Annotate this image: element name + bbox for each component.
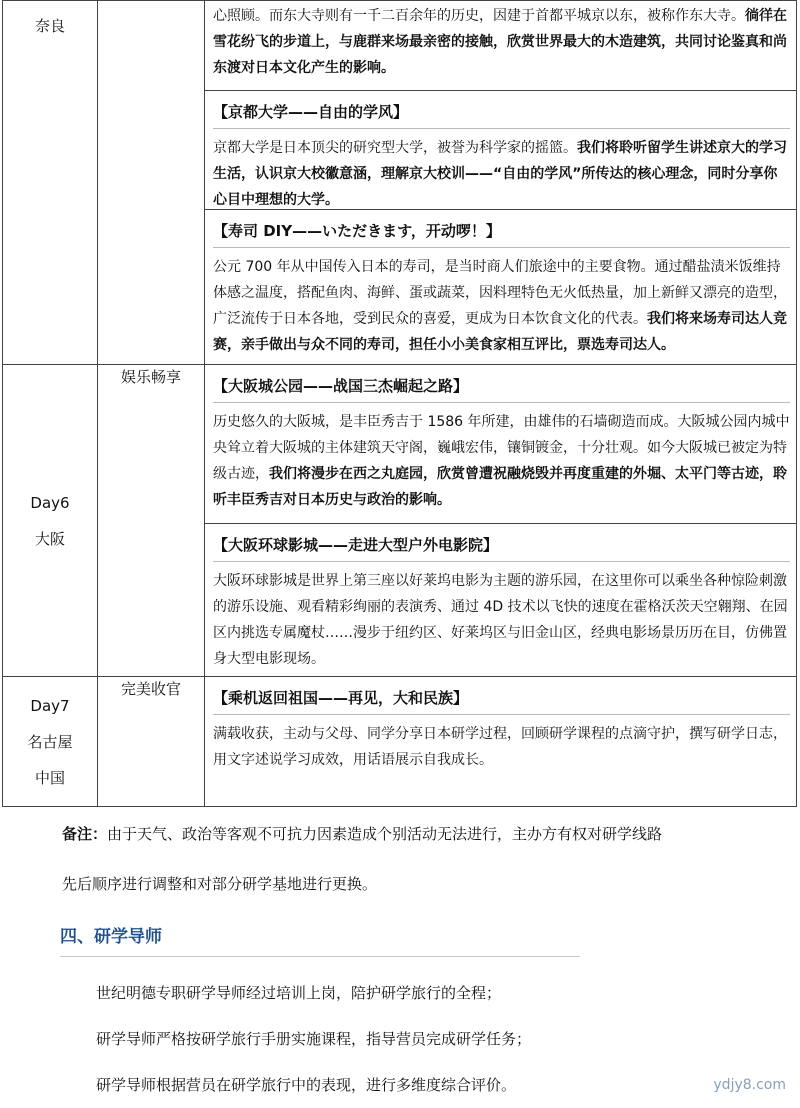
activity-segment bbox=[205, 209, 796, 362]
day-cell bbox=[3, 677, 98, 807]
activity-segment bbox=[205, 90, 796, 209]
day-city: 名古屋 bbox=[27, 732, 73, 751]
section-divider bbox=[60, 956, 580, 957]
theme-label: 完美收官 bbox=[120, 680, 181, 698]
activity-description: 京都大学是日本顶尖的研究型大学，被誉为科学家的摇篮。我们将聆听留学生讲述京大的学习生活，认识京大校徽意涵，理解京大校训——“自由的学风”所传达的核心理念，同时分享你心目中理想的大学。 bbox=[213, 140, 787, 208]
watermark: ydjy8.com bbox=[713, 1077, 786, 1093]
activity-description: 满载收获，主动与父母、同学分享日本研学过程，回顾研学课程的点滴守护，撰写研学日志，用文字述说学习成效，用话语展示自我成长。 bbox=[213, 726, 787, 768]
activity-description: 心照顾。而东大寺则有一千二百余年的历史，因建于首都平城京以东，被称作东大寺。徜徉在雪花纷飞的步道上，与鹿群来场最亲密的接触，欣赏世界最大的木造建筑，共同讨论鉴真和尚东渡对日本文化产生的影响。 bbox=[213, 8, 787, 76]
theme-cell bbox=[98, 365, 205, 677]
activity-title: 【大阪环球影城——走进大型户外电影院】 bbox=[213, 524, 790, 562]
remark-note bbox=[62, 820, 762, 920]
activity-cell bbox=[205, 1, 797, 365]
remark-line: 先后顺序进行调整和对部分研学基地进行更换。 bbox=[62, 875, 378, 893]
activity-segment bbox=[213, 365, 790, 523]
day-label: 奈良 bbox=[34, 17, 65, 35]
activity-title: 【京都大学——自由的学风】 bbox=[213, 91, 790, 129]
activity-description: 大阪环球影城是世界上第三座以好莱坞电影为主题的游乐园，在这里你可以乘坐各种惊险刺激的游乐设施、观看精彩绚丽的表演秀、通过 4D 技术以飞快的速度在霍格沃茨天空翱翔、在园区内挑选专属魔杖……漫步于纽约区、好莱坞区与旧金山区，经典电影场景历历在目，仿佛置身大型电影现场。 bbox=[213, 573, 788, 667]
remark-label: 备注： bbox=[62, 825, 108, 843]
day-cell bbox=[3, 365, 98, 677]
section-heading: 四、研学导师 bbox=[60, 927, 162, 947]
table-row bbox=[3, 1, 797, 365]
table-row bbox=[3, 677, 797, 807]
activity-cell bbox=[205, 365, 797, 677]
theme-cell bbox=[98, 1, 205, 365]
day-city: 大阪 bbox=[34, 529, 65, 548]
activity-segment bbox=[213, 677, 790, 777]
activity-description: 公元 700 年从中国传入日本的寿司，是当时商人们旅途中的主要食物。通过醋盐渍米饭维持体感之温度，搭配鱼肉、海鲜、蛋或蔬菜，因料理特色无火低热量，加上新鲜又漂亮的造型，广泛流传于日本各地，受到民众的喜爱，更成为日本饮食文化的代表。我们将来场寿司达人竞赛，亲手做出与众不同的寿司，担任小小美食家相互评比，票选寿司达人。 bbox=[213, 259, 787, 353]
remark-line: 备注：由于天气、政治等客观不可抗力因素造成个别活动无法进行，主办方有权对研学线路 bbox=[62, 825, 663, 843]
list-item: 研学导师严格按研学旅行手册实施课程，指导营员完成研学任务； bbox=[96, 1030, 532, 1048]
itinerary-table bbox=[2, 0, 797, 807]
activity-cell bbox=[205, 677, 797, 807]
day-number: Day7 bbox=[30, 696, 70, 715]
day-cell bbox=[3, 1, 98, 365]
activity-segment bbox=[213, 1, 790, 90]
activity-description: 历史悠久的大阪城，是丰臣秀吉于 1586 年所建，由雄伟的石墙砌造而成。大阪城公园内城中央耸立着大阪城的主体建筑天守阁，巍峨宏伟，镶铜镀金，十分壮观。如今大阪城已被定为特级古迹，我们将漫步在西之丸庭园，欣赏曾遭祝融烧毁并再度重建的外堀、太平门等古迹，聆听丰臣秀吉对日本历史与政治的影响。 bbox=[213, 414, 790, 508]
day-number: Day6 bbox=[30, 493, 70, 512]
mentor-list bbox=[96, 970, 531, 1108]
activity-segment bbox=[205, 523, 796, 676]
activity-title: 【大阪城公园——战国三杰崛起之路】 bbox=[213, 365, 790, 403]
day-country: 中国 bbox=[34, 768, 65, 787]
list-item: 世纪明德专职研学导师经过培训上岗，陪护研学旅行的全程； bbox=[96, 984, 502, 1002]
activity-title: 【乘机返回祖国——再见，大和民族】 bbox=[213, 677, 790, 715]
theme-cell bbox=[98, 677, 205, 807]
list-item: 研学导师根据营员在研学旅行中的表现，进行多维度综合评价。 bbox=[96, 1076, 517, 1094]
activity-title: 【寿司 DIY——いただきます，开动啰！】 bbox=[213, 210, 790, 248]
theme-label: 娱乐畅享 bbox=[120, 368, 181, 386]
table-row bbox=[3, 365, 797, 677]
